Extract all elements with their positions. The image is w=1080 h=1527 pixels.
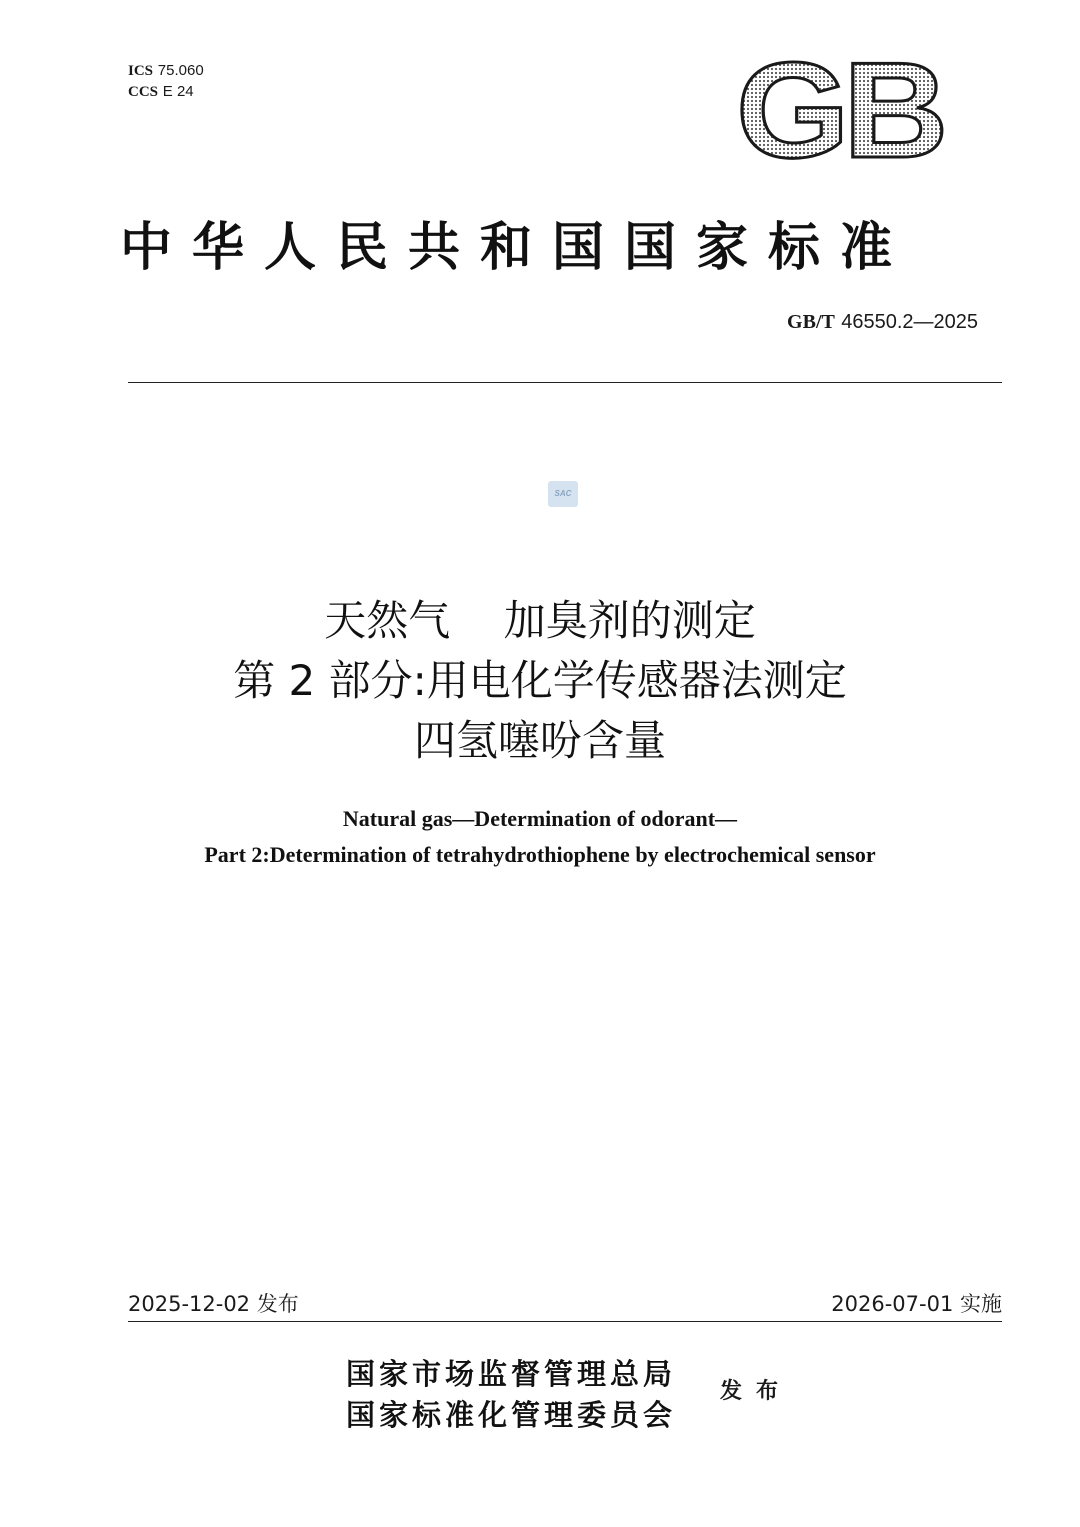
implementation-date: 2026-07-01 实施	[831, 1292, 1002, 1316]
standard-code: 46550.2—2025	[841, 311, 978, 333]
footer-divider	[128, 1321, 1002, 1322]
title-zh-line3: 四氢噻吩含量	[413, 716, 666, 765]
ics-value: 75.060	[157, 62, 204, 79]
classification-codes	[128, 60, 204, 102]
title-en-line1: Natural gas—Determination of odorant—	[342, 806, 738, 831]
ccs-code	[128, 81, 204, 102]
header-divider	[128, 382, 1002, 383]
gb-logo	[734, 55, 944, 163]
svg-text:GB: GB	[736, 55, 943, 163]
issue-date: 2025-12-02 发布	[128, 1292, 299, 1316]
issuer-samr: 国家市场监督管理总局	[346, 1357, 677, 1391]
national-standard-heading: 中华人民共和国国家标准	[120, 217, 913, 278]
title-zh-line2: 第 2 部分:用电化学传感器法测定	[233, 656, 847, 705]
title-en-line2: Part 2:Determination of tetrahydrothiophene by electrochemical sensor	[204, 842, 876, 867]
standard-prefix: GB/T	[787, 311, 835, 333]
issuer-sac: 国家标准化管理委员会	[346, 1398, 677, 1432]
ics-label: ICS	[128, 63, 154, 79]
ics-code	[128, 60, 204, 81]
ccs-value: E 24	[162, 83, 194, 100]
ccs-label: CCS	[128, 84, 159, 100]
title-zh-line1: 天然气 加臭剂的测定	[324, 596, 756, 645]
standard-number	[787, 309, 978, 334]
sac-watermark: SAC	[548, 481, 578, 507]
publish-label: 发布	[720, 1378, 793, 1404]
